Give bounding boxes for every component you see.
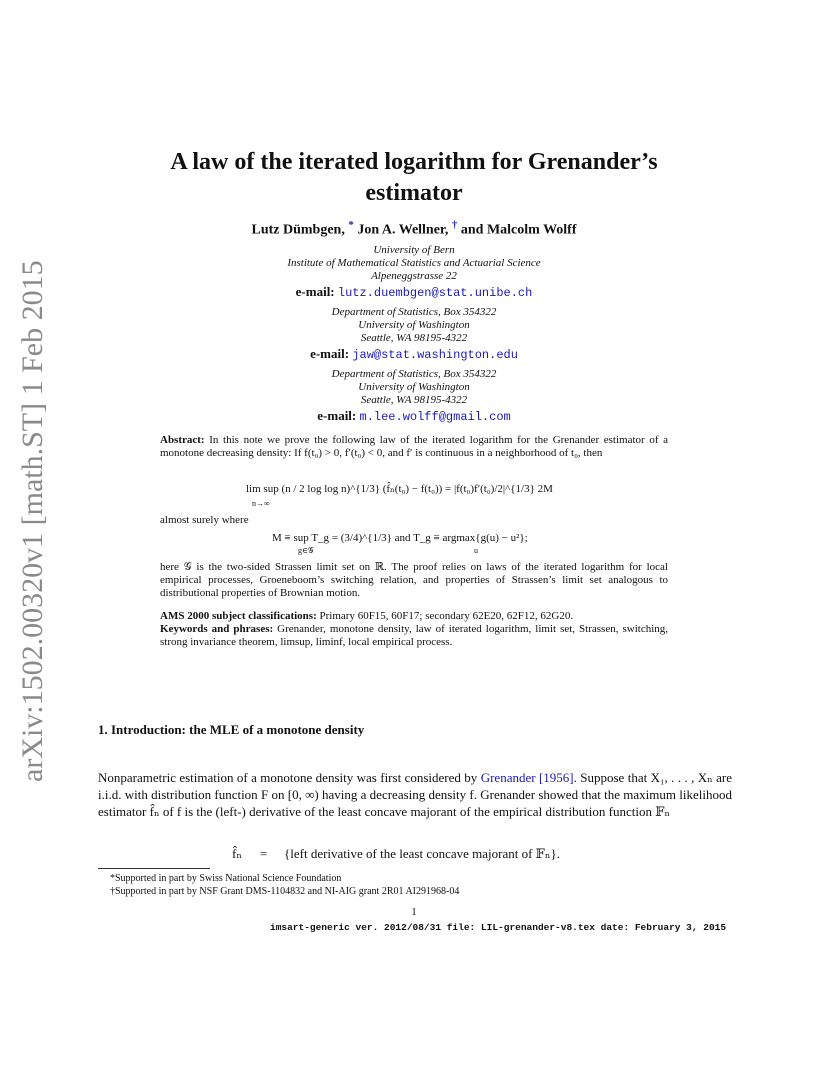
- section-heading: 1. Introduction: the MLE of a monotone density: [98, 722, 365, 737]
- affiliation-2: [0, 306, 828, 345]
- abstract-label: Abstract:: [160, 434, 205, 446]
- affiliation-line: University of Washington: [358, 319, 470, 331]
- footnote-2: †Supported in part by NSF Grant DMS-1104832 and NI-AIG grant 2R01 AI291968-04: [110, 886, 460, 897]
- keywords: [160, 623, 668, 649]
- footnote-marker-star[interactable]: *: [348, 219, 354, 231]
- email-link[interactable]: m.lee.wolff@gmail.com: [359, 410, 511, 424]
- email-label: e-mail:: [317, 408, 357, 423]
- email-row-3: [0, 408, 828, 424]
- title-line-2: estimator: [365, 180, 463, 206]
- equation-subscript: u: [474, 546, 478, 555]
- affiliation-line: Seattle, WA 98195-4322: [360, 394, 468, 406]
- display-equation-equals: =: [260, 846, 268, 861]
- abstract-paragraph-2: almost surely where: [160, 514, 249, 526]
- title-line-1: A law of the iterated logarithm for Grenander’s: [170, 149, 658, 175]
- equation-subscript: n→∞: [252, 499, 270, 508]
- email-row-1: [0, 284, 828, 300]
- affiliation-line: Department of Statistics, Box 354322: [331, 368, 497, 380]
- running-footer: imsart-generic ver. 2012/08/31 file: LIL-grenander-v8.tex date: February 3, 2015: [270, 922, 727, 933]
- keywords-label: Keywords and phrases:: [160, 623, 274, 635]
- affiliation-line: University of Washington: [358, 381, 470, 393]
- affiliation-line: University of Bern: [373, 244, 455, 256]
- footnote-marker-dagger[interactable]: †: [451, 219, 458, 231]
- abstract-text: In this note we prove the following law of the iterated logarithm for the Grenander estimator of a monotone decreasing density: If f(t₀) > 0, f′(t₀) < 0, and f′ is continuous in a neighborhood of t₀, then: [160, 434, 668, 459]
- citation-link[interactable]: Grenander [1956]: [480, 770, 574, 785]
- affiliation-line: Institute of Mathematical Statistics and Actuarial Science: [287, 257, 541, 269]
- display-equation-lhs: f̂ₙ: [232, 846, 242, 861]
- keywords-text: Grenander, monotone density, law of iterated logarithm, limit set, Strassen, switching, strong invariance theorem, limsup, liminf, local empirical process.: [160, 623, 669, 648]
- abstract-equation-1: [246, 482, 553, 495]
- intro-paragraph: [98, 769, 732, 820]
- email-label: e-mail:: [310, 346, 350, 361]
- display-equation-rhs: {left derivative of the least concave majorant of 𝔽ₙ}.: [284, 846, 561, 861]
- author-2: Jon A. Wellner,: [357, 222, 449, 238]
- page-number: 1: [411, 906, 417, 918]
- email-link[interactable]: jaw@stat.washington.edu: [352, 348, 518, 362]
- email-row-2: [0, 346, 828, 362]
- ams-text: Primary 60F15, 60F17; secondary 62E20, 62F12, 62G20.: [319, 610, 574, 622]
- equation-subscript: g∈𝒢: [298, 546, 314, 555]
- affiliation-3: [0, 368, 828, 407]
- affiliation-1: [0, 244, 828, 283]
- ams-label: AMS 2000 subject classifications:: [160, 610, 317, 622]
- equation-text: lim sup (n / 2 log log n)^{1/3} (f̂ₙ(t₀) − f(t₀)) = |f(t₀)f′(t₀)/2|^{1/3} 2M: [246, 483, 553, 495]
- author-1: Lutz Dümbgen,: [251, 222, 345, 238]
- affiliation-line: Alpeneggstrasse 22: [371, 270, 457, 282]
- footnote-divider: [98, 868, 210, 869]
- paper-title: [0, 147, 828, 209]
- abstract-paragraph-3: here 𝒢 is the two-sided Strassen limit set on ℝ. The proof relies on laws of the iterated logarithm for local empirical processes, Groeneboom’s switching relation, and properties of Strassen’s limit set analogous to distributional properties of Brownian motion.: [160, 561, 668, 599]
- email-label: e-mail:: [295, 284, 335, 299]
- author-3: and Malcolm Wolff: [460, 222, 577, 238]
- abstract-equation-2: M ≡ sup T_g = (3/4)^{1/3} and T_g ≡ argmax{g(u) − u²};: [272, 532, 528, 544]
- affiliation-line: Seattle, WA 98195-4322: [360, 332, 468, 344]
- arxiv-identifier-stamp: arXiv:1502.00320v1 [math.ST] 1 Feb 2015: [16, 260, 49, 782]
- affiliation-line: Department of Statistics, Box 354322: [331, 306, 497, 318]
- paragraph-text: . Suppose that X₁, . . . , Xₙ are i.i.d. with distribution function F on [0, ∞) having a decreasing density f. Grenander showed that the maximum likelihood estimator f̂ₙ of f is the (left-) derivative of the least concave majorant of the empirical distribution function 𝔽ₙ: [98, 770, 733, 819]
- paragraph-text: Nonparametric estimation of a monotone density was first considered by: [98, 770, 478, 785]
- email-link[interactable]: lutz.duembgen@stat.unibe.ch: [337, 286, 533, 300]
- author-list: [0, 219, 828, 239]
- ams-classifications: [160, 610, 668, 623]
- abstract-paragraph-1: [160, 434, 668, 460]
- footnote-1: *Supported in part by Swiss National Science Foundation: [110, 873, 342, 884]
